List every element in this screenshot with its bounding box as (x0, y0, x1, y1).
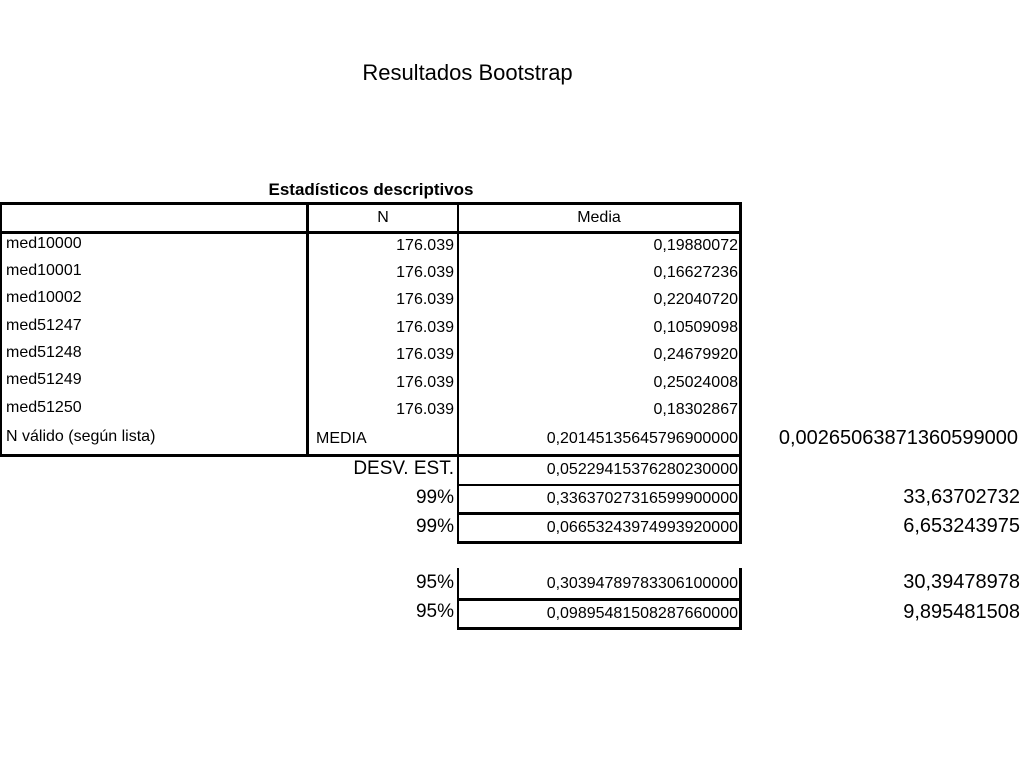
ci95-upper-percent: 30,39478978 (903, 571, 1020, 593)
row-label: med51250 (6, 399, 82, 416)
media-label: MEDIA (316, 430, 367, 447)
row-media: 0,19880072 (653, 237, 738, 254)
ci95-lower-value: 0,09895481508287660000 (546, 605, 738, 622)
extra-box-left-border (457, 457, 459, 544)
ci95-upper-value: 0,30394789783306100000 (546, 575, 738, 592)
row-label: med10001 (6, 262, 82, 279)
header-blank (2, 206, 306, 230)
row-label: med10002 (6, 289, 82, 306)
row-n: 176.039 (396, 264, 454, 281)
row-media: 0,24679920 (653, 346, 738, 363)
ci99-lower-percent: 6,653243975 (903, 515, 1020, 537)
row-media: 0,22040720 (653, 291, 738, 308)
row-label: med51247 (6, 317, 82, 334)
table-caption: Estadísticos descriptivos (268, 180, 474, 199)
header-n: N (377, 209, 389, 226)
ci99-upper-value: 0,33637027316599900000 (546, 490, 738, 507)
row-n: 176.039 (396, 346, 454, 363)
extra-box-bottom-border (457, 541, 742, 544)
ci99-lower-label: 99% (415, 516, 454, 537)
table-right-border (739, 202, 742, 457)
table-top-border (0, 202, 742, 205)
desv-value: 0,05229415376280230000 (546, 461, 738, 478)
ci99-lower-value: 0,06653243974993920000 (546, 519, 738, 536)
row-n: 176.039 (396, 374, 454, 391)
ci95-box-bottom-border (457, 627, 742, 630)
row-label: med51248 (6, 344, 82, 361)
row-media: 0,18302867 (653, 401, 738, 418)
row-n: 176.039 (396, 291, 454, 308)
media-extra-value: 0,00265063871360599000 (778, 427, 1018, 449)
ci95-upper-label: 95% (415, 572, 454, 593)
page-title: Resultados Bootstrap (362, 60, 573, 85)
valid-row-label: N válido (según lista) (6, 428, 156, 445)
table-label-column-divider (306, 202, 309, 457)
table-left-border (0, 202, 2, 457)
table-n-column-divider (457, 202, 459, 457)
row-label: med51249 (6, 371, 82, 388)
ci95-lower-label: 95% (415, 601, 454, 622)
row-media: 0,16627236 (653, 264, 738, 281)
ci99-upper-percent: 33,63702732 (903, 486, 1020, 508)
row-media: 0,10509098 (653, 319, 738, 336)
row-n: 176.039 (396, 401, 454, 418)
row-label: med10000 (6, 235, 82, 252)
row-media: 0,25024008 (653, 374, 738, 391)
row-n: 176.039 (396, 319, 454, 336)
ci99-upper-label: 99% (415, 487, 454, 508)
ci95-lower-percent: 9,895481508 (903, 601, 1020, 623)
row-n: 176.039 (396, 237, 454, 254)
desv-label: DESV. EST. (353, 458, 454, 479)
media-value: 0,20145135645796900000 (546, 430, 738, 447)
header-media: Media (577, 209, 621, 226)
